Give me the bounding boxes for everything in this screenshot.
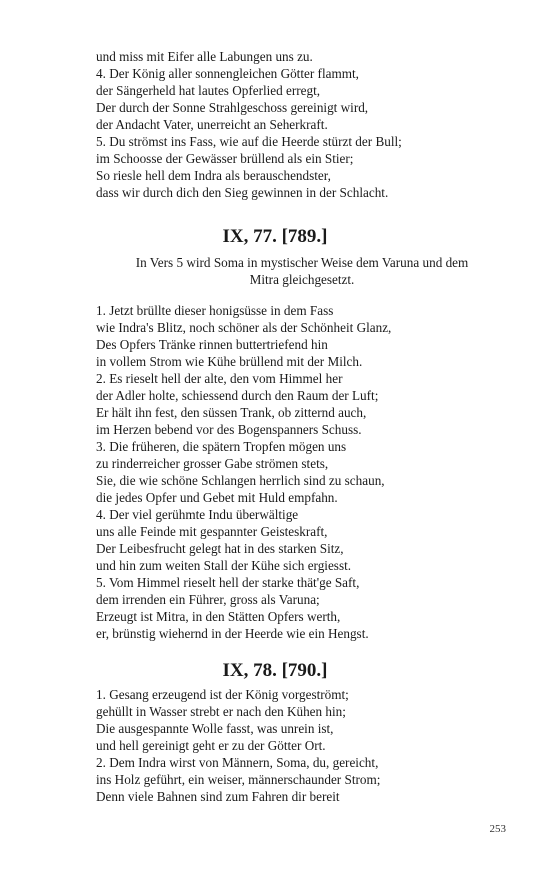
verse-line: im Schoosse der Gewässer brüllend als ein Stier; [96,151,354,166]
verse-line: Sie, die wie schöne Schlangen herrlich sind zu schaun, [96,473,385,488]
verse-line: zu rinderreicher grosser Gabe strömen stets, [96,456,329,471]
page-number: 253 [489,823,506,835]
verse-line: wie Indra's Blitz, noch schöner als der Schönheit Glanz, [96,320,392,335]
verse-line: Der durch der Sonne Strahlgeschoss gereinigt wird, [96,100,369,115]
top-stanza [96,48,496,201]
verse-line: Des Opfers Tränke rinnen buttertriefend hin [96,337,328,352]
verse-line: So riesle hell dem Indra als berauschendster, [96,168,331,183]
verse-line: 5. Du strömst ins Fass, wie auf die Heerde stürzt der Bull; [96,134,402,149]
verse-line: er, brünstig wiehernd in der Heerde wie ein Hengst. [96,626,369,641]
hymn-78-heading: IX, 78. [790.] [222,660,328,681]
verse-line: 5. Vom Himmel rieselt hell der starke thät'ge Saft, [96,575,360,590]
verse-line: der Andacht Vater, unerreicht an Seherkraft. [96,117,328,132]
verse-line: Er hält ihn fest, den süssen Trank, ob zitternd auch, [96,405,367,420]
verse-line: Der Leibesfrucht gelegt hat in des starken Sitz, [96,541,344,556]
hymn-77-heading: IX, 77. [789.] [222,226,328,247]
verse-line: 1. Gesang erzeugend ist der König vorgeströmt; [96,687,349,702]
verse-line: 4. Der König aller sonnengleichen Götter flammt, [96,66,359,81]
verse-line: die jedes Opfer und Gebet mit Huld empfahn. [96,490,338,505]
verse-line: der Sängerheld hat lautes Opferlied erregt, [96,83,321,98]
verse-line: 2. Es rieselt hell der alte, den vom Himmel her [96,371,343,386]
verse-line: Die ausgespannte Wolle fasst, was unrein ist, [96,721,334,736]
verse-line: dass wir durch dich den Sieg gewinnen in der Schlacht. [96,185,389,200]
verse-line: und hell gereinigt geht er zu der Götter Ort. [96,738,326,753]
verse-line: ins Holz geführt, ein weiser, männerschaunder Strom; [96,772,381,787]
verse-line: Erzeugt ist Mitra, in den Stätten Opfers werth, [96,609,341,624]
verse-line: 1. Jetzt brüllte dieser honigsüsse in dem Fass [96,303,334,318]
verse-line: und hin zum weiten Stall der Kühe sich ergiesst. [96,558,352,573]
verse-line: der Adler holte, schiessend durch den Raum der Luft; [96,388,379,403]
verse-line: gehüllt in Wasser strebt er nach den Kühen hin; [96,704,346,719]
hymn-78-text [96,686,496,805]
verse-line: 2. Dem Indra wirst von Männern, Soma, du, gereicht, [96,755,379,770]
intro-line: In Vers 5 wird Soma in mystischer Weise dem Varuna und dem [135,255,469,270]
hymn-77-text [96,302,496,642]
verse-line: 4. Der viel gerühmte Indu überwältige [96,507,299,522]
hymn-77-intro [96,254,508,288]
verse-line: im Herzen bebend vor des Bogenspanners Schuss. [96,422,362,437]
verse-line: Denn viele Bahnen sind zum Fahren dir bereit [96,789,340,804]
verse-line: in vollem Strom wie Kühe brüllend mit der Milch. [96,354,363,369]
verse-line: dem irrenden ein Führer, gross als Varuna; [96,592,320,607]
verse-line: und miss mit Eifer alle Labungen uns zu. [96,49,313,64]
verse-line: 3. Die früheren, die spätern Tropfen mögen uns [96,439,347,454]
verse-line: uns alle Feinde mit gespannter Geisteskraft, [96,524,328,539]
intro-line: Mitra gleichgesetzt. [249,272,355,287]
